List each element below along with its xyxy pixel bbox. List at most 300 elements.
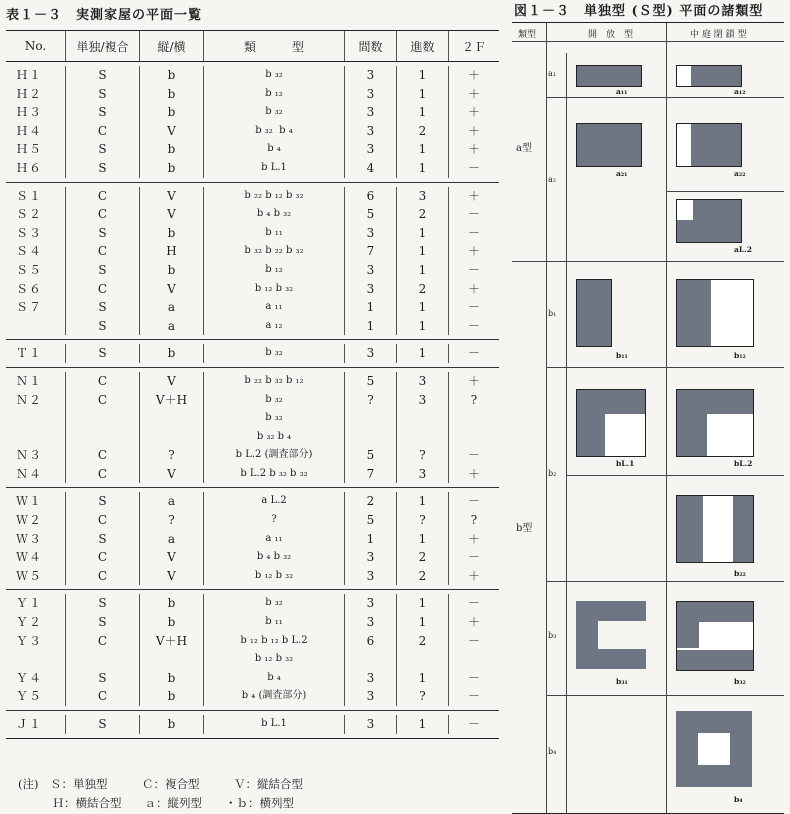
cell-single-composite: C	[66, 391, 140, 447]
cell-single-composite: S	[66, 669, 140, 688]
cell-type-line: b ₁₁	[265, 616, 283, 628]
row-divider	[546, 695, 784, 696]
plan-fill	[677, 650, 753, 670]
table-row	[6, 85, 499, 104]
cell-type-line: a ₁₁	[265, 301, 283, 313]
table-row	[6, 103, 499, 122]
table-note-line-1: (注) Ｓ：単独型 Ｃ：複合型 Ｖ：縦結合型	[18, 777, 303, 791]
table-header-cell: 縦/横	[140, 31, 204, 61]
figure-header-line	[512, 41, 784, 42]
label-b32: b₃₂	[734, 677, 746, 686]
cell-single-composite: S	[66, 530, 140, 549]
cell-ma-count: 3	[345, 715, 397, 734]
cell-second-floor: ＋	[467, 531, 480, 546]
plan-fill	[691, 124, 741, 166]
cell-second-floor: －	[467, 448, 480, 463]
cell-type-line: b ₄ (調査部分)	[241, 690, 307, 702]
cell-shin-count: 1	[397, 224, 449, 243]
cell-type-line: b ₁₂ b ₃₂	[254, 282, 294, 294]
cell-single-composite: S	[66, 715, 140, 734]
cell-no: Ｗ４	[6, 548, 66, 567]
cell-second-floor: －	[467, 689, 480, 704]
cell-shin-count: ?	[397, 446, 449, 465]
cell-type-line: a ₁₁	[265, 532, 283, 544]
cell-type-line: b ₁₂ b ₃₂	[254, 653, 294, 665]
cell-shin-count: 2	[397, 567, 449, 586]
cell-second-floor: ＋	[467, 281, 480, 296]
cell-no: Ｓ１	[6, 187, 66, 206]
cell-orientation: ?	[140, 511, 204, 530]
cell-shin-count: 1	[397, 85, 449, 104]
cell-second-floor: －	[467, 596, 480, 611]
row-divider	[566, 475, 784, 476]
cell-orientation: V	[140, 122, 204, 141]
cell-second-floor: ＋	[467, 68, 480, 82]
cell-orientation: b	[140, 159, 204, 178]
cell-type-line: b ₁₂ b ₁₂ b L.2	[240, 634, 308, 646]
cell-shin-count: 3	[397, 465, 449, 484]
plan-fill	[577, 390, 645, 414]
cell-type	[204, 530, 345, 549]
cell-single-composite: S	[66, 317, 140, 336]
cell-second-floor: －	[467, 207, 480, 222]
label-bL1: bL.1	[616, 459, 635, 468]
table-row	[6, 344, 499, 363]
cell-shin-count: 3	[397, 391, 449, 447]
cell-ma-count: 7	[345, 465, 397, 484]
cell-orientation: b	[140, 594, 204, 613]
cell-ma-count: 3	[345, 85, 397, 104]
plan-fill	[576, 649, 646, 669]
cell-type	[204, 613, 345, 632]
table-row	[6, 261, 499, 280]
cell-ma-count: 5	[345, 205, 397, 224]
table-header-cell: No.	[6, 31, 66, 61]
cell-orientation: b	[140, 344, 204, 363]
table-row	[6, 224, 499, 243]
table-row	[6, 66, 499, 85]
cell-no: Ｎ４	[6, 465, 66, 484]
cell-type	[204, 567, 345, 586]
figure-col-closed: 中 庭 閉 鎖 型	[690, 30, 747, 40]
cell-single-composite: S	[66, 85, 140, 104]
cell-single-composite: S	[66, 66, 140, 85]
cell-no: Ｓ５	[6, 261, 66, 280]
cell-single-composite: C	[66, 548, 140, 567]
cell-second-floor: －	[467, 633, 480, 648]
cell-orientation: ?	[140, 446, 204, 465]
row-label-b4: b₄	[548, 747, 557, 756]
figure-divider	[566, 53, 567, 813]
cell-orientation: b	[140, 85, 204, 104]
cell-single-composite: C	[66, 511, 140, 530]
cell-type	[204, 317, 345, 336]
cell-second-floor: ＋	[467, 466, 480, 481]
cell-second-floor: －	[467, 550, 480, 565]
cell-ma-count: 7	[345, 242, 397, 261]
cell-shin-count: 3	[397, 372, 449, 391]
plan-fill	[677, 414, 707, 456]
cell-second-floor: ＋	[467, 615, 480, 630]
table-group	[6, 340, 499, 368]
cell-second-floor: －	[467, 300, 480, 315]
cell-no: Ｙ２	[6, 613, 66, 632]
row-label-b3: b₃	[548, 631, 557, 640]
cell-no: Ｗ１	[6, 492, 66, 511]
cell-type-line: b ₂₂ b ₃₂ b ₁₂	[244, 374, 304, 386]
cell-type	[204, 159, 345, 178]
cell-single-composite: S	[66, 594, 140, 613]
cell-shin-count: 2	[397, 205, 449, 224]
cell-ma-count: 2	[345, 492, 397, 511]
cell-orientation: b	[140, 613, 204, 632]
cell-no	[6, 317, 66, 336]
plan-fill	[677, 220, 741, 242]
cell-second-floor: －	[467, 318, 480, 333]
cell-shin-count: 1	[397, 242, 449, 261]
table-header-row	[6, 31, 499, 62]
table-row	[6, 391, 499, 447]
cell-no: Ｗ３	[6, 530, 66, 549]
cell-second-floor: ＋	[467, 105, 480, 120]
figure-title: 図１－３ 単独型 (Ｓ型) 平面の諸類型	[514, 4, 764, 19]
table-group	[6, 183, 499, 341]
cell-shin-count: 2	[397, 548, 449, 567]
cell-single-composite: C	[66, 567, 140, 586]
cell-type-line: a ₁₂	[265, 319, 283, 331]
cell-type-line: b ₃₂	[265, 412, 283, 424]
cell-ma-count: 6	[345, 632, 397, 669]
cell-single-composite: C	[66, 687, 140, 706]
cell-type-line: b ₃₂	[265, 393, 283, 405]
row-label-b2: b₂	[548, 469, 557, 478]
cell-type-line: b ₄	[267, 671, 281, 683]
cell-type	[204, 548, 345, 567]
cell-orientation: a	[140, 530, 204, 549]
cell-ma-count: 3	[345, 344, 397, 363]
group-b-label: b型	[516, 523, 533, 534]
cell-shin-count: 1	[397, 140, 449, 159]
cell-type	[204, 669, 345, 688]
cell-ma-count: 6	[345, 187, 397, 206]
table-row	[6, 122, 499, 141]
cell-shin-count: 2	[397, 280, 449, 299]
table-group	[6, 590, 499, 711]
plan-aL2	[676, 199, 742, 243]
plan-a12	[676, 65, 742, 87]
row-divider	[546, 581, 784, 582]
cell-shin-count: 2	[397, 122, 449, 141]
table-row	[6, 187, 499, 206]
cell-type	[204, 187, 345, 206]
cell-orientation: b	[140, 66, 204, 85]
table-row	[6, 511, 499, 530]
cell-shin-count: 1	[397, 613, 449, 632]
table-row	[6, 567, 499, 586]
cell-orientation: b	[140, 261, 204, 280]
label-b22: b₂₂	[734, 569, 746, 578]
cell-orientation: V	[140, 280, 204, 299]
table-group	[6, 368, 499, 489]
cell-second-floor: ＋	[467, 123, 480, 138]
figure-col-open: 開 放 型	[588, 30, 634, 40]
table-row	[6, 372, 499, 391]
cell-ma-count: 1	[345, 298, 397, 317]
cell-second-floor: ?	[470, 392, 478, 407]
cell-type	[204, 224, 345, 243]
cell-type-line: b ₃₂	[265, 597, 283, 609]
cell-second-floor: －	[467, 225, 480, 240]
cell-single-composite: S	[66, 103, 140, 122]
table-row	[6, 632, 499, 669]
cell-ma-count: 1	[345, 317, 397, 336]
cell-shin-count: ?	[397, 687, 449, 706]
cell-no: Ｓ３	[6, 224, 66, 243]
cell-no: Ｓ４	[6, 242, 66, 261]
cell-type-line: b L.2 b ₃₂ b ₃₂	[240, 467, 308, 479]
table-row	[6, 140, 499, 159]
cell-second-floor: －	[467, 670, 480, 685]
cell-ma-count: ?	[345, 391, 397, 447]
cell-no: Ｈ３	[6, 103, 66, 122]
cell-shin-count: 1	[397, 344, 449, 363]
cell-second-floor: －	[467, 494, 480, 509]
cell-type	[204, 715, 345, 734]
cell-shin-count: 1	[397, 594, 449, 613]
cell-type-line: b ₄	[267, 143, 281, 155]
table-row	[6, 613, 499, 632]
cell-shin-count: 1	[397, 492, 449, 511]
table-row	[6, 317, 499, 336]
plan-b22	[676, 495, 754, 563]
cell-type	[204, 632, 345, 669]
cell-single-composite: S	[66, 492, 140, 511]
cell-type	[204, 344, 345, 363]
cell-no: Ｓ２	[6, 205, 66, 224]
cell-second-floor: －	[467, 160, 480, 175]
cell-no: Ｎ２	[6, 391, 66, 447]
cell-no: Ｙ３	[6, 632, 66, 669]
cell-no: Ｊ１	[6, 715, 66, 734]
cell-type	[204, 242, 345, 261]
cell-single-composite: S	[66, 224, 140, 243]
cell-ma-count: 1	[345, 530, 397, 549]
cell-ma-count: 5	[345, 372, 397, 391]
cell-type-line: b ₃₂ b ₄	[256, 430, 292, 442]
cell-type-line: ?	[271, 514, 277, 526]
cell-no: Ｎ１	[6, 372, 66, 391]
cell-ma-count: 3	[345, 613, 397, 632]
cell-type-line: b ₃₂ b ₂₂ b ₃₂	[244, 245, 304, 257]
cell-shin-count: 1	[397, 298, 449, 317]
cell-single-composite: C	[66, 280, 140, 299]
cell-single-composite: C	[66, 122, 140, 141]
cell-type	[204, 85, 345, 104]
plan-fill	[577, 280, 611, 346]
cell-shin-count: ?	[397, 511, 449, 530]
plan-bL1	[576, 389, 646, 457]
table-header-cell: 間数	[345, 31, 397, 61]
cell-ma-count: 3	[345, 122, 397, 141]
cell-type	[204, 492, 345, 511]
plan-b31	[576, 601, 646, 669]
cell-single-composite: S	[66, 159, 140, 178]
cell-ma-count: 3	[345, 567, 397, 586]
table-body	[6, 62, 499, 738]
cell-orientation: V	[140, 205, 204, 224]
cell-single-composite: C	[66, 632, 140, 669]
cell-type	[204, 298, 345, 317]
cell-orientation: V＋H	[140, 632, 204, 669]
plan-fill	[577, 124, 641, 166]
cell-type-line: b ₁₁	[265, 226, 283, 238]
cell-single-composite: S	[66, 298, 140, 317]
row-label-a2: a₂	[548, 175, 556, 184]
plan-fill	[577, 66, 641, 86]
cell-no: Ｓ６	[6, 280, 66, 299]
cell-orientation: V	[140, 187, 204, 206]
cell-shin-count: 2	[397, 632, 449, 669]
label-a12: a₁₂	[734, 87, 746, 96]
cell-orientation: b	[140, 687, 204, 706]
plan-types-figure	[512, 22, 784, 814]
cell-shin-count: 3	[397, 187, 449, 206]
cell-single-composite: C	[66, 187, 140, 206]
plan-b11	[576, 279, 612, 347]
plan-b32	[676, 601, 754, 671]
plan-fill	[733, 496, 753, 562]
cell-orientation: V＋H	[140, 391, 204, 447]
cell-no: Ｗ２	[6, 511, 66, 530]
table-row	[6, 530, 499, 549]
table-title: 表１－３ 実測家屋の平面一覧	[6, 8, 203, 23]
cell-type	[204, 261, 345, 280]
cell-type	[204, 122, 345, 141]
plan-fill	[577, 414, 605, 456]
cell-type	[204, 465, 345, 484]
cell-shin-count: 1	[397, 715, 449, 734]
label-b4: b₄	[734, 795, 743, 804]
cell-type	[204, 511, 345, 530]
cell-orientation: V	[140, 567, 204, 586]
cell-ma-count: 3	[345, 103, 397, 122]
cell-no: Ｈ６	[6, 159, 66, 178]
plan-courtyard	[698, 733, 730, 765]
cell-no: Ｙ５	[6, 687, 66, 706]
cell-second-floor: －	[467, 262, 480, 277]
table-row	[6, 446, 499, 465]
cell-type-line: b ₃₂	[265, 69, 283, 80]
plan-fill	[576, 601, 646, 621]
row-divider	[546, 97, 784, 98]
table-row	[6, 669, 499, 688]
cell-type	[204, 66, 345, 85]
plan-a22	[676, 123, 742, 167]
cell-ma-count: 5	[345, 446, 397, 465]
cell-single-composite: C	[66, 242, 140, 261]
label-b12: b₁₂	[734, 351, 746, 360]
cell-shin-count: 1	[397, 66, 449, 85]
plan-fill	[677, 390, 753, 414]
table-row	[6, 298, 499, 317]
cell-type-line: b ₃₂ b ₄	[255, 124, 293, 136]
cell-no: Ｈ５	[6, 140, 66, 159]
table-row	[6, 159, 499, 178]
cell-single-composite: C	[66, 372, 140, 391]
table-header-cell: 進数	[397, 31, 449, 61]
cell-shin-count: 1	[397, 669, 449, 688]
plan-fill	[677, 602, 753, 622]
cell-no: Ｈ１	[6, 66, 66, 85]
cell-type	[204, 446, 345, 465]
plan-a11	[576, 65, 642, 87]
plan-fill	[693, 200, 741, 220]
cell-second-floor: ＋	[467, 86, 480, 101]
cell-type	[204, 391, 345, 447]
cell-second-floor: ＋	[467, 568, 480, 583]
cell-type	[204, 280, 345, 299]
cell-type-line: b ₄ b ₃₂	[256, 208, 292, 220]
table-header-cell: ２Ｆ	[461, 39, 486, 54]
cell-orientation: a	[140, 492, 204, 511]
cell-single-composite: C	[66, 465, 140, 484]
cell-second-floor: －	[467, 717, 480, 731]
cell-orientation: b	[140, 669, 204, 688]
cell-orientation: a	[140, 317, 204, 336]
label-a22: a₂₂	[734, 169, 746, 178]
cell-orientation: V	[140, 372, 204, 391]
cell-ma-count: 3	[345, 224, 397, 243]
cell-orientation: b	[140, 103, 204, 122]
label-a21: a₂₁	[616, 169, 628, 178]
table-row	[6, 548, 499, 567]
cell-no: Ｙ１	[6, 594, 66, 613]
cell-orientation: b	[140, 140, 204, 159]
cell-single-composite: S	[66, 261, 140, 280]
cell-single-composite: S	[66, 613, 140, 632]
plan-bL2	[676, 389, 754, 457]
table-header-cell: 類 型	[204, 31, 345, 61]
cell-no: Ｗ５	[6, 567, 66, 586]
table-group	[6, 488, 499, 590]
plan-fill	[576, 621, 598, 649]
cell-orientation: b	[140, 224, 204, 243]
plan-fill	[677, 622, 699, 648]
cell-type-line: b ₄ b ₃₂	[256, 551, 292, 563]
table-note-line-2: Ｈ：横結合型 ａ：縦列型 ・ｂ：横列型	[18, 796, 294, 810]
plan-fill	[677, 496, 703, 562]
cell-no: Ｈ２	[6, 85, 66, 104]
cell-no: Ｙ４	[6, 669, 66, 688]
table-row	[6, 242, 499, 261]
cell-orientation: H	[140, 242, 204, 261]
table-group	[6, 62, 499, 183]
cell-no: Ｎ３	[6, 446, 66, 465]
cell-single-composite: S	[66, 140, 140, 159]
cell-ma-count: 3	[345, 140, 397, 159]
table-header-cell: 単独/複合	[66, 31, 140, 61]
cell-type	[204, 205, 345, 224]
cell-single-composite: C	[66, 205, 140, 224]
figure-col-type: 類型	[518, 30, 537, 40]
cell-type-line: b ₁₂	[265, 87, 283, 99]
house-plan-table	[6, 30, 499, 739]
table-row	[6, 715, 499, 734]
cell-type	[204, 103, 345, 122]
plan-b4	[676, 711, 752, 787]
cell-shin-count: 1	[397, 159, 449, 178]
cell-type-line: b ₃₂	[265, 347, 283, 359]
